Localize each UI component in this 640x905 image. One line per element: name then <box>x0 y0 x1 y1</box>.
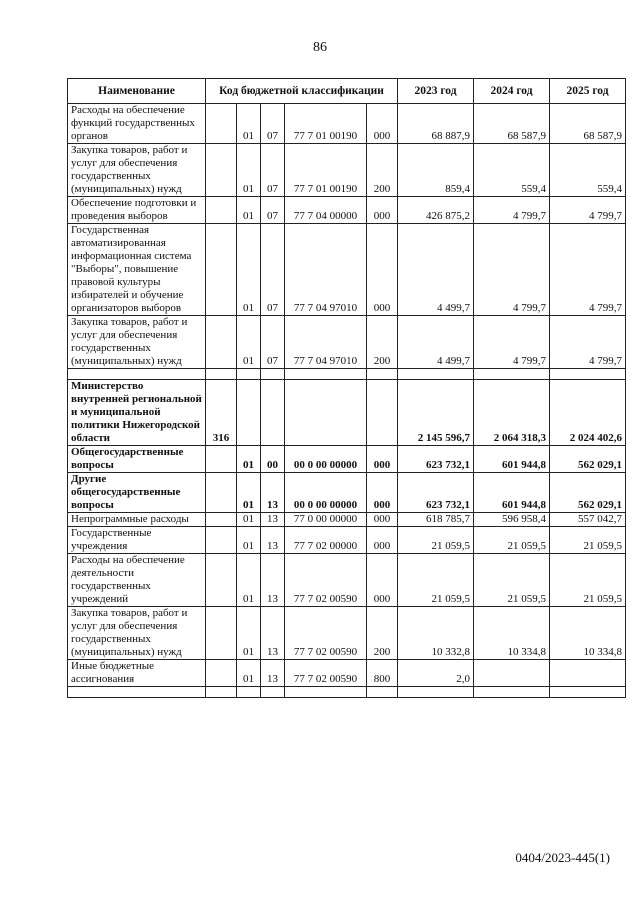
cell-subsection: 13 <box>261 473 285 513</box>
cell-subsection: 13 <box>261 607 285 660</box>
empty-cell <box>550 369 626 380</box>
empty-cell <box>206 369 237 380</box>
cell-ministry-code <box>206 144 237 197</box>
cell-2024: 10 334,8 <box>474 607 550 660</box>
cell-section: 01 <box>237 197 261 224</box>
empty-cell <box>285 369 367 380</box>
cell-2023: 859,4 <box>398 144 474 197</box>
spacer-row <box>68 369 626 380</box>
table-row <box>68 144 626 197</box>
header-code: Код бюджетной классификации <box>206 79 398 104</box>
cell-target-article: 77 7 04 97010 <box>285 224 367 316</box>
cell-2025: 4 799,7 <box>550 197 626 224</box>
cell-section: 01 <box>237 316 261 369</box>
cell-section: 01 <box>237 446 261 473</box>
cell-2023: 21 059,5 <box>398 527 474 554</box>
cell-target-article: 77 7 02 00000 <box>285 527 367 554</box>
cell-2025: 4 799,7 <box>550 316 626 369</box>
cell-2023: 623 732,1 <box>398 446 474 473</box>
header-year-2024: 2024 год <box>474 79 550 104</box>
cell-section: 01 <box>237 513 261 527</box>
cell-subsection: 07 <box>261 104 285 144</box>
cell-2024: 2 064 318,3 <box>474 380 550 446</box>
cell-expense-type: 000 <box>367 473 398 513</box>
header-year-2023: 2023 год <box>398 79 474 104</box>
cell-2024: 601 944,8 <box>474 473 550 513</box>
cell-name: Закупка товаров, работ и услуг для обеспечения государственных (муниципальных) нужд <box>68 144 206 197</box>
cell-2023: 618 785,7 <box>398 513 474 527</box>
cell-expense-type: 000 <box>367 554 398 607</box>
header-name: Наименование <box>68 79 206 104</box>
table-header-row <box>68 79 626 104</box>
empty-cell <box>550 687 626 698</box>
table-row <box>68 446 626 473</box>
cell-name: Иные бюджетные ассигнования <box>68 660 206 687</box>
cell-expense-type: 000 <box>367 104 398 144</box>
cell-subsection: 13 <box>261 554 285 607</box>
table-row <box>68 554 626 607</box>
empty-cell <box>206 687 237 698</box>
cell-target-article: 00 0 00 00000 <box>285 473 367 513</box>
cell-2025: 559,4 <box>550 144 626 197</box>
cell-ministry-code <box>206 513 237 527</box>
cell-2025: 10 334,8 <box>550 607 626 660</box>
cell-section: 01 <box>237 224 261 316</box>
cell-expense-type: 800 <box>367 660 398 687</box>
empty-cell <box>398 369 474 380</box>
cell-name: Закупка товаров, работ и услуг для обеспечения государственных (муниципальных) нужд <box>68 316 206 369</box>
cell-ministry-code <box>206 316 237 369</box>
empty-cell <box>261 369 285 380</box>
cell-subsection: 07 <box>261 224 285 316</box>
cell-subsection: 13 <box>261 660 285 687</box>
cell-ministry-code <box>206 607 237 660</box>
cell-2025: 562 029,1 <box>550 473 626 513</box>
cell-2025 <box>550 660 626 687</box>
cell-2025: 68 587,9 <box>550 104 626 144</box>
cell-target-article: 00 0 00 00000 <box>285 446 367 473</box>
table-row <box>68 607 626 660</box>
cell-2025: 4 799,7 <box>550 224 626 316</box>
cell-target-article: 77 7 02 00590 <box>285 554 367 607</box>
cell-2023: 2,0 <box>398 660 474 687</box>
cell-section: 01 <box>237 144 261 197</box>
cell-subsection: 00 <box>261 446 285 473</box>
cell-section: 01 <box>237 473 261 513</box>
cell-expense-type <box>367 380 398 446</box>
cell-name: Государственная автоматизированная информационная система "Выборы", повышение правовой культуры избирателей и обучение организаторов выборов <box>68 224 206 316</box>
cell-target-article: 77 7 04 00000 <box>285 197 367 224</box>
cell-2024: 4 799,7 <box>474 224 550 316</box>
cell-target-article: 77 7 02 00590 <box>285 660 367 687</box>
cell-ministry-code <box>206 527 237 554</box>
table-row <box>68 197 626 224</box>
table-row <box>68 527 626 554</box>
cell-2023: 21 059,5 <box>398 554 474 607</box>
cell-name: Обеспечение подготовки и проведения выборов <box>68 197 206 224</box>
cell-2024: 559,4 <box>474 144 550 197</box>
cell-2023: 4 499,7 <box>398 316 474 369</box>
cell-expense-type: 000 <box>367 527 398 554</box>
empty-cell <box>237 687 261 698</box>
cell-ministry-code <box>206 197 237 224</box>
cell-ministry-code <box>206 104 237 144</box>
cell-2023: 426 875,2 <box>398 197 474 224</box>
cell-2024: 601 944,8 <box>474 446 550 473</box>
cell-2025: 21 059,5 <box>550 554 626 607</box>
cell-2024: 68 587,9 <box>474 104 550 144</box>
cell-expense-type: 200 <box>367 607 398 660</box>
cell-expense-type: 200 <box>367 144 398 197</box>
empty-cell <box>237 369 261 380</box>
cell-ministry-code <box>206 554 237 607</box>
cell-expense-type: 000 <box>367 513 398 527</box>
empty-cell <box>474 369 550 380</box>
cell-name: Расходы на обеспечение функций государственных органов <box>68 104 206 144</box>
cell-subsection: 07 <box>261 197 285 224</box>
cell-2024: 4 799,7 <box>474 197 550 224</box>
cell-2025: 21 059,5 <box>550 527 626 554</box>
cell-2024: 21 059,5 <box>474 554 550 607</box>
cell-2023: 2 145 596,7 <box>398 380 474 446</box>
cell-2024: 596 958,4 <box>474 513 550 527</box>
cell-name: Непрограммные расходы <box>68 513 206 527</box>
cell-section: 01 <box>237 607 261 660</box>
cell-ministry-code <box>206 660 237 687</box>
cell-name: Закупка товаров, работ и услуг для обеспечения государственных (муниципальных) нужд <box>68 607 206 660</box>
empty-cell <box>474 687 550 698</box>
cell-section: 01 <box>237 554 261 607</box>
cell-target-article: 77 7 01 00190 <box>285 104 367 144</box>
cell-subsection: 13 <box>261 527 285 554</box>
cell-ministry-code <box>206 224 237 316</box>
cell-2025: 557 042,7 <box>550 513 626 527</box>
cell-target-article <box>285 380 367 446</box>
page-number: 86 <box>313 40 327 55</box>
cell-expense-type: 200 <box>367 316 398 369</box>
empty-cell <box>367 369 398 380</box>
table-row <box>68 104 626 144</box>
cell-2025: 2 024 402,6 <box>550 380 626 446</box>
cell-name: Расходы на обеспечение деятельности государственных учреждений <box>68 554 206 607</box>
cell-ministry-code: 316 <box>206 380 237 446</box>
document-number: 0404/2023-445(1) <box>515 850 610 865</box>
cell-subsection: 07 <box>261 144 285 197</box>
cell-name: Министерство внутренней региональной и муниципальной политики Нижегородской области <box>68 380 206 446</box>
table-row <box>68 224 626 316</box>
cell-name: Общегосударственные вопросы <box>68 446 206 473</box>
cell-2023: 4 499,7 <box>398 224 474 316</box>
cell-expense-type: 000 <box>367 446 398 473</box>
empty-cell <box>68 687 206 698</box>
cell-subsection: 13 <box>261 513 285 527</box>
cell-2024 <box>474 660 550 687</box>
cell-2024: 4 799,7 <box>474 316 550 369</box>
cell-2024: 21 059,5 <box>474 527 550 554</box>
budget-table <box>67 78 626 698</box>
cell-2023: 68 887,9 <box>398 104 474 144</box>
empty-cell <box>367 687 398 698</box>
table-row <box>68 513 626 527</box>
empty-cell <box>68 369 206 380</box>
cell-target-article: 77 0 00 00000 <box>285 513 367 527</box>
empty-cell <box>261 687 285 698</box>
cell-expense-type: 000 <box>367 197 398 224</box>
cell-2023: 10 332,8 <box>398 607 474 660</box>
cell-name: Другие общегосударственные вопросы <box>68 473 206 513</box>
cell-name: Государственные учреждения <box>68 527 206 554</box>
cell-section: 01 <box>237 527 261 554</box>
empty-cell <box>285 687 367 698</box>
cell-section: 01 <box>237 660 261 687</box>
cell-2023: 623 732,1 <box>398 473 474 513</box>
table-row <box>68 660 626 687</box>
cell-section: 01 <box>237 104 261 144</box>
table-row <box>68 473 626 513</box>
cell-target-article: 77 7 04 97010 <box>285 316 367 369</box>
cell-ministry-code <box>206 473 237 513</box>
cell-subsection <box>261 380 285 446</box>
cell-section <box>237 380 261 446</box>
table-row <box>68 380 626 446</box>
spacer-row <box>68 687 626 698</box>
cell-expense-type: 000 <box>367 224 398 316</box>
cell-ministry-code <box>206 446 237 473</box>
cell-subsection: 07 <box>261 316 285 369</box>
table-row <box>68 316 626 369</box>
cell-target-article: 77 7 02 00590 <box>285 607 367 660</box>
header-year-2025: 2025 год <box>550 79 626 104</box>
table-body <box>68 104 626 698</box>
cell-2025: 562 029,1 <box>550 446 626 473</box>
empty-cell <box>398 687 474 698</box>
cell-target-article: 77 7 01 00190 <box>285 144 367 197</box>
